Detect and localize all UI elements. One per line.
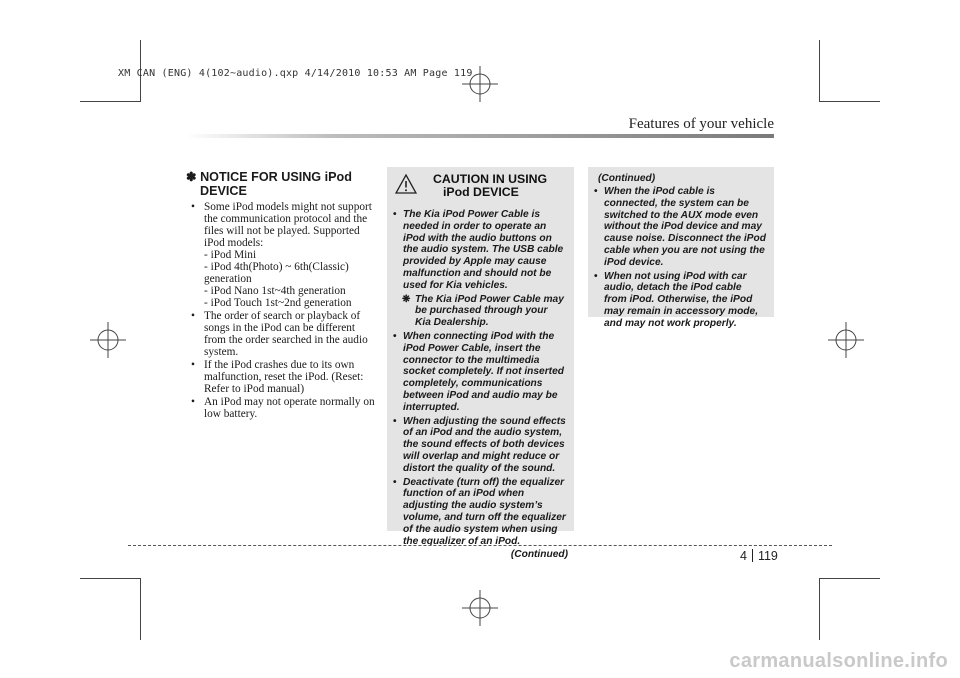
registration-mark-icon (90, 322, 126, 358)
list-item: • Deactivate (turn off) the equalizer function of an iPod when adjusting the audio system’s volume, and turn off the equalizer of the audio system when using the equalizer of an iPod. (387, 477, 566, 548)
list-item: • The order of search or playback of songs in the iPod can be different from the order searched in the audio system. (186, 310, 376, 358)
note-mark-icon: ❋ (402, 293, 411, 305)
crop-mark (80, 101, 140, 102)
caution-title (433, 173, 574, 199)
list-item: • When adjusting the sound effects of an iPod and the audio system, the sound effects of both devices will overlap and might reduce or distort the quality of the sound. (387, 416, 566, 475)
watermark: carmanualsonline.info (729, 650, 948, 672)
list-item: • When the iPod cable is connected, the system can be switched to the AUX mode even without the iPod device and may cause noise. Disconnect the iPod cable when you are not using the iPod device. (588, 186, 766, 269)
continued-box (588, 167, 774, 329)
list-item (186, 201, 376, 309)
caution-title-line2: iPod DEVICE (443, 185, 519, 199)
supported-model: - iPod Mini (204, 249, 257, 261)
page-separator (752, 549, 753, 562)
continued-label: (Continued) (598, 173, 656, 184)
notice-title (186, 170, 376, 198)
caution-header (387, 167, 574, 203)
list-item: • The Kia iPod Power Cable is needed in order to operate an iPod with the audio buttons on the audio system. The USB cable provided by Apple may cause malfunction and should not be used for Kia vehicles. (387, 209, 566, 292)
notice-mark-icon: ✽ (186, 170, 197, 184)
list-item-text: Some iPod models might not support the communication protocol and the files will not be played. Supported iPod models: (204, 201, 372, 249)
crop-mark (140, 578, 141, 640)
warning-triangle-icon (395, 174, 417, 194)
supported-model: - iPod 4th(Photo) ~ 6th(Classic) generation (204, 261, 349, 285)
supported-model: - iPod Nano 1st~4th generation (204, 285, 346, 297)
notice-title-line2: DEVICE (200, 184, 247, 198)
notice-list (186, 201, 376, 420)
registration-mark-icon (462, 590, 498, 626)
caution-box (387, 167, 574, 561)
section-header-title: Features of your vehicle (628, 116, 774, 132)
page-number-value: 119 (757, 549, 778, 563)
print-slug: XM CAN (ENG) 4(102~audio).qxp 4/14/2010 10:53 AM Page 119 (118, 68, 473, 79)
note-item (387, 294, 566, 329)
crop-mark (819, 40, 820, 102)
list-item: • When connecting iPod with the iPod Power Cable, insert the connector to the multimedia socket completely. If not inserted completely, communications between iPod and audio may be interrupted. (387, 331, 566, 414)
footer-rule (128, 545, 832, 546)
note-text: The Kia iPod Power Cable may be purchased through your Kia Dealership. (415, 293, 564, 329)
registration-mark-icon (828, 322, 864, 358)
header-rule (186, 134, 774, 138)
continued-list (588, 186, 774, 330)
page-number (740, 549, 778, 563)
chapter-number: 4 (740, 549, 747, 563)
crop-mark (819, 578, 820, 640)
crop-mark (80, 578, 140, 579)
crop-mark (820, 101, 880, 102)
crop-mark (820, 578, 880, 579)
caution-list (387, 209, 574, 547)
caution-title-line1: CAUTION IN USING (433, 172, 548, 186)
list-item: • When not using iPod with car audio, detach the iPod cable from iPod. Otherwise, the iPod may remain in accessory mode, and may not work properly. (588, 271, 766, 330)
list-item: • If the iPod crashes due to its own malfunction, reset the iPod. (Reset: Refer to iPod manual) (186, 359, 376, 395)
notice-title-line1: NOTICE FOR USING iPod (200, 170, 352, 184)
continued-label: (Continued) (510, 549, 568, 561)
notice-section (186, 170, 376, 421)
supported-model: - iPod Touch 1st~2nd generation (204, 297, 352, 309)
list-item: • An iPod may not operate normally on low battery. (186, 396, 376, 420)
